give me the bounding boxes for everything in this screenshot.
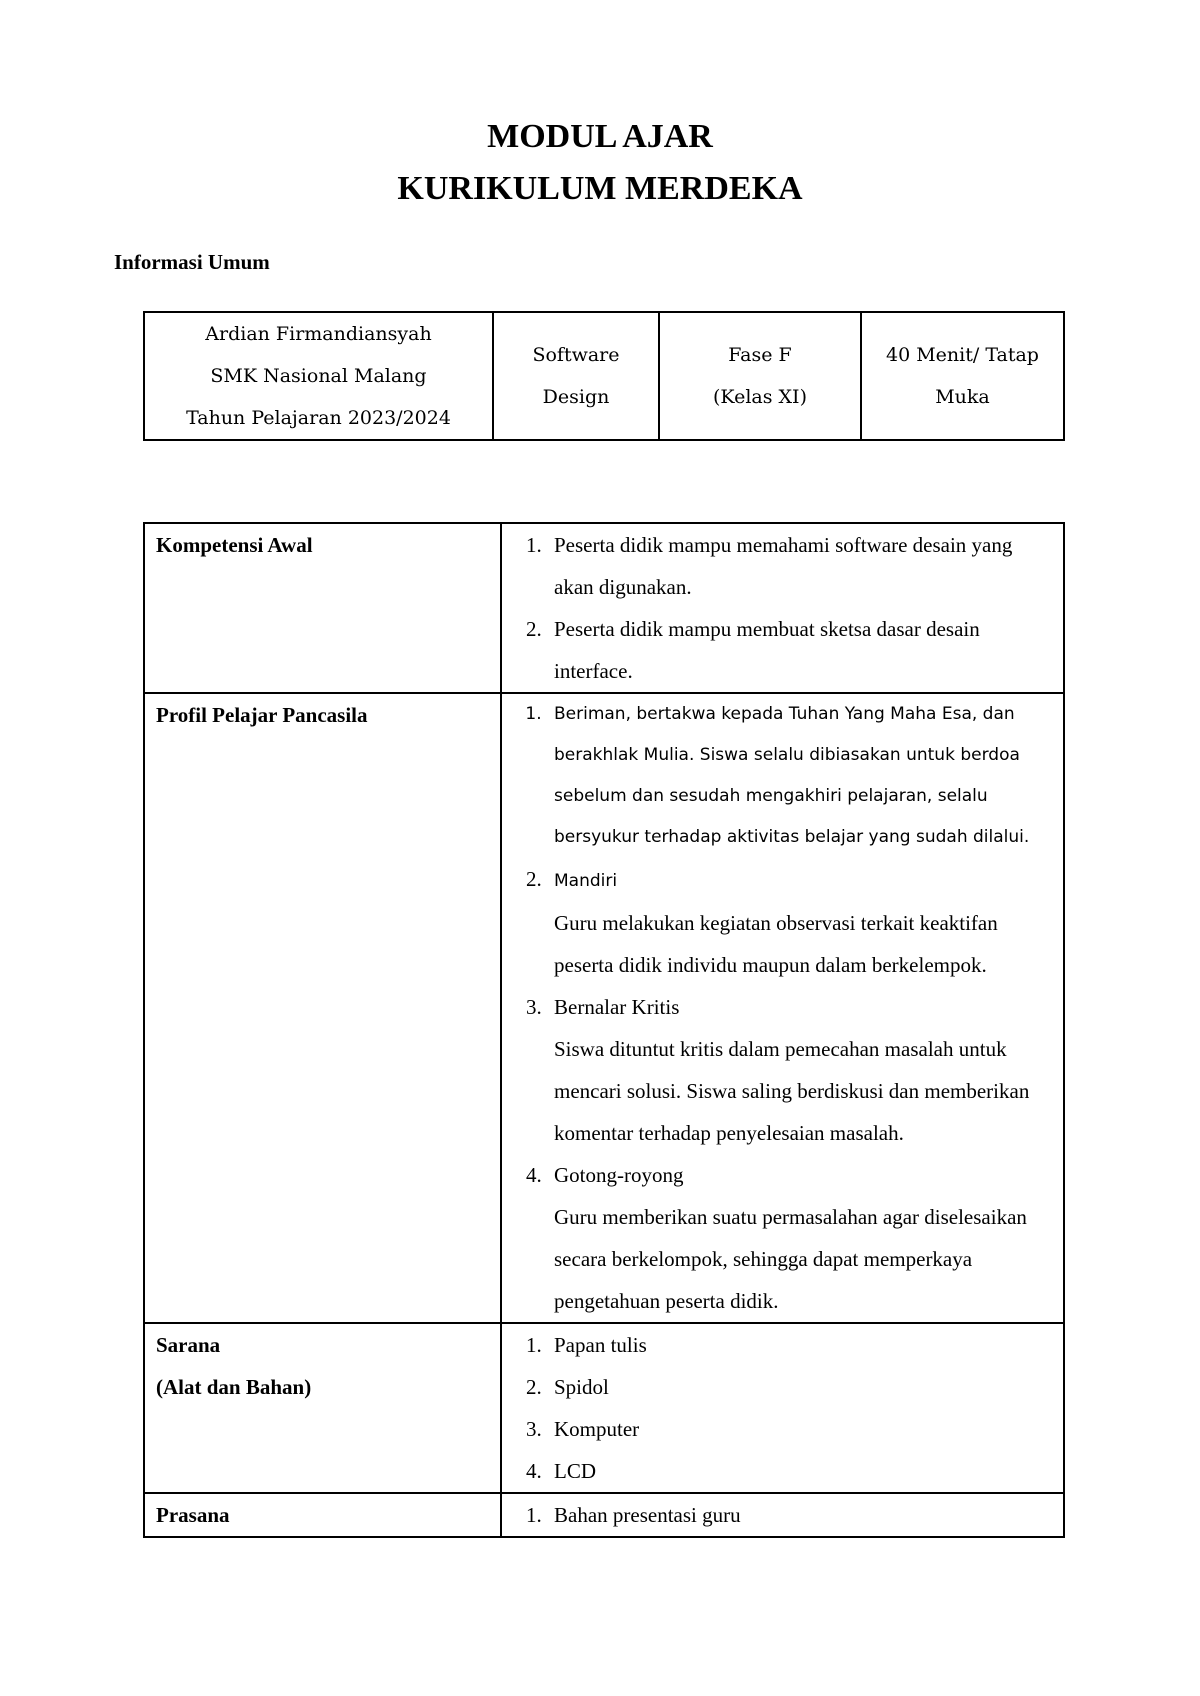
row-content [501,523,1064,693]
identity-cell [144,312,493,440]
label-line-1: Sarana [156,1333,221,1357]
row-label [144,1323,501,1493]
row-sarana [144,1323,1064,1493]
item-title: 3. Bernalar Kritis [554,995,680,1019]
list-item [547,858,1053,986]
kompetensi-list [502,524,1063,692]
list-item: 2. Spidol [547,1366,1053,1408]
subject-cell [493,312,659,440]
row-content [501,1323,1064,1493]
title-line-1: MODUL AJAR [487,118,713,155]
list-item: 1. Bahan presentasi guru [547,1494,1053,1536]
sarana-list [502,1324,1063,1492]
item-description: Guru melakukan kegiatan observasi terkait keaktifan peserta didik individu maupun dalam berkelempok. [554,911,998,977]
info-table [143,311,1065,441]
phase-cell [659,312,861,440]
section-heading: Informasi Umum [114,250,270,274]
profil-list [502,694,1063,1322]
row-label: Prasana [144,1493,501,1537]
academic-year: Tahun Pelajaran 2023/2024 [186,407,451,429]
module-table [143,522,1065,1538]
list-item: 1. Papan tulis [547,1324,1053,1366]
prasana-list [502,1494,1063,1536]
title-line-2: KURIKULUM MERDEKA [397,170,803,207]
duration-line-2: Muka [935,386,990,408]
list-item [547,986,1053,1154]
row-prasana [144,1493,1064,1537]
row-label: Profil Pelajar Pancasila [144,693,501,1323]
item-description: Guru memberikan suatu permasalahan agar diselesaikan secara berkelompok, sehingga dapat memperkaya pengetahuan peserta didik. [554,1205,1027,1313]
list-item: 1. Beriman, bertakwa kepada Tuhan Yang Maha Esa, dan berakhlak Mulia. Siswa selalu dibiasakan untuk berdoa sebelum dan sesudah mengakhiri pelajaran, selalu bersyukur terhadap aktivitas belajar yang sudah dilalui. [547,694,1053,858]
duration-line-1: 40 Menit/ Tatap [886,344,1039,366]
row-profil-pelajar [144,693,1064,1323]
duration-cell [861,312,1064,440]
item-description: Siswa dituntut kritis dalam pemecahan masalah untuk mencari solusi. Siswa saling berdiskusi dan memberikan komentar terhadap penyelesaian masalah. [554,1037,1030,1145]
author-name: Ardian Firmandiansyah [205,323,432,345]
row-content [501,693,1064,1323]
item-title: 4. Gotong-royong [554,1163,684,1187]
phase-line-2: (Kelas XI) [713,386,807,408]
list-item: 2. Peserta didik mampu membuat sketsa dasar desain interface. [547,608,1053,692]
subject-line-2: Design [542,386,610,408]
list-item: 1. Peserta didik mampu memahami software desain yang akan digunakan. [547,524,1053,608]
list-item: 4. LCD [547,1450,1053,1492]
phase-line-1: Fase F [728,344,792,366]
row-label: Kompetensi Awal [144,523,501,693]
list-item [547,1154,1053,1322]
label-line-2: (Alat dan Bahan) [156,1375,312,1399]
item-title: 2. Mandiri [554,871,618,891]
subject-line-1: Software [532,344,620,366]
list-item: 3. Komputer [547,1408,1053,1450]
row-content [501,1493,1064,1537]
row-kompetensi-awal [144,523,1064,693]
school-name: SMK Nasional Malang [210,365,427,387]
